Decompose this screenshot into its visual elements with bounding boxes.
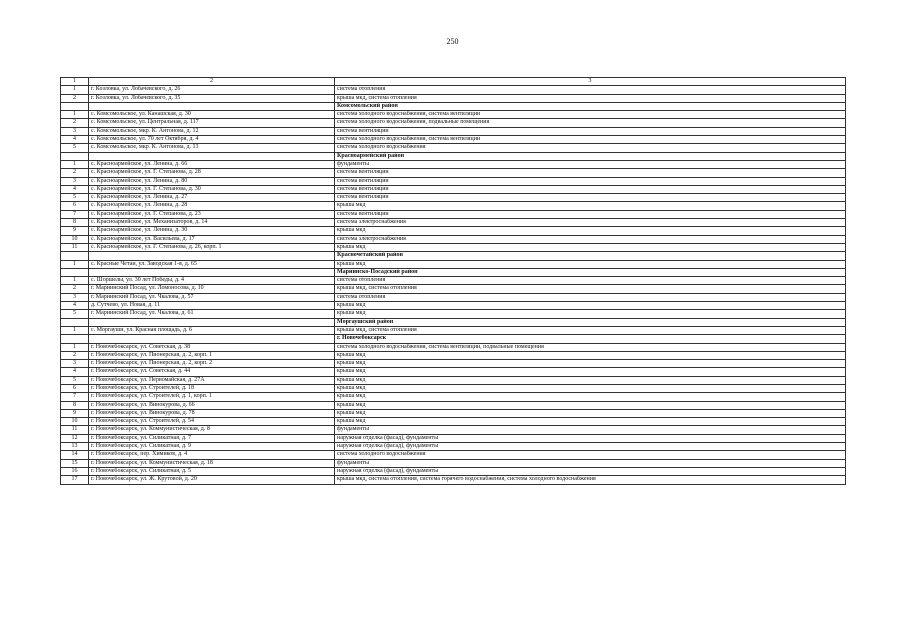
table-row — [61, 194, 846, 202]
table-row — [61, 368, 846, 376]
table-row — [61, 393, 846, 401]
table-row — [61, 160, 846, 168]
work-type-cell: крыша мкд, система отопления, система горячего водоснабжения, система холодного водоснабжения — [335, 476, 846, 484]
address-cell: с. Красноармейское, ул. Ленина, д. 80 — [89, 177, 335, 185]
work-type-cell: крыша мкд — [335, 260, 846, 268]
row-number: 5 — [61, 144, 89, 152]
row-number: 1 — [61, 277, 89, 285]
work-type-cell: крыша мкд, система отопления — [335, 285, 846, 293]
work-type-cell: крыша мкд — [335, 384, 846, 392]
work-type-cell: система холодного водоснабжения — [335, 451, 846, 459]
table-row — [61, 111, 846, 119]
work-type-cell: крыша мкд — [335, 409, 846, 417]
address-cell: с. Красноармейское, ул. Механизаторов, д. 14 — [89, 219, 335, 227]
work-type-cell: крыша мкд, система отопления — [335, 326, 846, 334]
work-type-cell: крыша мкд — [335, 368, 846, 376]
address-cell: г. Новочебоксарск, ул. Первомайская, д. 27А — [89, 376, 335, 384]
address-cell: г. Мариинский Посад, ул. Чкалова, д. 61 — [89, 310, 335, 318]
work-type-cell: крыша мкд — [335, 393, 846, 401]
table-row — [61, 418, 846, 426]
row-number: 2 — [61, 285, 89, 293]
address-cell: г. Козловка, ул. Лобачевского, д. 35 — [89, 94, 335, 102]
blank-cell — [89, 335, 335, 343]
table-row — [61, 376, 846, 384]
work-type-cell: система отопления — [335, 86, 846, 94]
table-row — [61, 351, 846, 359]
section-title: Комсомольский район — [335, 102, 846, 110]
blank-cell — [89, 152, 335, 160]
address-cell: г. Новочебоксарск, ул. Строителей, д. 18 — [89, 384, 335, 392]
row-number: 11 — [61, 426, 89, 434]
row-number: 1 — [61, 343, 89, 351]
address-cell: с. Шоршелы, ул. 30 лет Победы, д. 4 — [89, 277, 335, 285]
row-number: 3 — [61, 293, 89, 301]
address-cell: с. Красноармейское, ул. Г. Степанова, д. 23 — [89, 210, 335, 218]
row-number: 3 — [61, 360, 89, 368]
address-cell: с. Красные Четаи, ул. Заводская 1-я, д. 65 — [89, 260, 335, 268]
row-number: 3 — [61, 127, 89, 135]
work-type-cell: система отопления — [335, 293, 846, 301]
work-type-cell: система холодного водоснабжения, подвальные помещения — [335, 119, 846, 127]
address-cell: с. Комсомольское, ул. 70 лет Октября, д. 4 — [89, 136, 335, 144]
section-title: Моргаушский район — [335, 318, 846, 326]
blank-cell — [89, 318, 335, 326]
row-number: 7 — [61, 210, 89, 218]
row-number: 4 — [61, 185, 89, 193]
table-row — [61, 434, 846, 442]
work-type-cell: система вентиляции — [335, 127, 846, 135]
address-cell: г. Новочебоксарск, ул. Советская, д. 38 — [89, 343, 335, 351]
address-cell: с. Красноармейское, ул. Г. Степанова, д. 26, корп. 1 — [89, 243, 335, 251]
page-number: 250 — [446, 37, 459, 46]
row-number: 13 — [61, 443, 89, 451]
table-row — [61, 310, 846, 318]
work-type-cell: система холодного водоснабжения, система вентиляции — [335, 136, 846, 144]
row-number: 2 — [61, 119, 89, 127]
address-cell: г. Новочебоксарск, ул. Строителей, д. 1, корп. 1 — [89, 393, 335, 401]
row-number: 2 — [61, 351, 89, 359]
blank-cell — [61, 252, 89, 260]
address-cell: г. Новочебоксарск, ул. Силикатная, д. 9 — [89, 443, 335, 451]
address-cell: с. Красноармейское, ул. Васильева, д. 17 — [89, 235, 335, 243]
table-row — [61, 426, 846, 434]
row-number: 10 — [61, 418, 89, 426]
address-cell: с. Красноармейское, ул. Ленина, д. 28 — [89, 202, 335, 210]
table-row — [61, 185, 846, 193]
section-row — [61, 152, 846, 160]
work-type-cell: наружная отделка (фасад), фундаменты — [335, 467, 846, 475]
work-type-cell: наружная отделка (фасад), фундаменты — [335, 434, 846, 442]
table-row — [61, 343, 846, 351]
work-type-cell: крыша мкд — [335, 401, 846, 409]
table-row — [61, 401, 846, 409]
address-cell: с. Комсомольское, ул. Канашская, д. 30 — [89, 111, 335, 119]
table-row — [61, 210, 846, 218]
address-cell: г. Новочебоксарск, ул. Винокурова, д. 66 — [89, 401, 335, 409]
address-cell: с. Красноармейское, ул. Ленина, д. 27 — [89, 194, 335, 202]
work-type-cell: система электроснабжения — [335, 235, 846, 243]
row-number: 4 — [61, 136, 89, 144]
section-title: г. Новочебоксарск — [335, 335, 846, 343]
blank-cell — [61, 318, 89, 326]
row-number: 1 — [61, 260, 89, 268]
work-type-cell: крыша мкд, система отопления — [335, 94, 846, 102]
address-cell: с. Комсомольское, мкр. К. Антонова, д. 12 — [89, 127, 335, 135]
work-type-cell: крыша мкд — [335, 376, 846, 384]
row-number: 5 — [61, 310, 89, 318]
table-row — [61, 219, 846, 227]
blank-cell — [89, 102, 335, 110]
row-number: 4 — [61, 368, 89, 376]
table-row — [61, 227, 846, 235]
table-row — [61, 451, 846, 459]
address-cell: с. Красноармейское, ул. Г. Степанова, д. 30 — [89, 185, 335, 193]
header-cell: 1 — [61, 78, 89, 86]
row-number: 5 — [61, 194, 89, 202]
row-number: 4 — [61, 302, 89, 310]
repair-table — [60, 77, 846, 485]
row-number: 16 — [61, 467, 89, 475]
work-type-cell: крыша мкд — [335, 360, 846, 368]
table-row — [61, 94, 846, 102]
row-number: 1 — [61, 111, 89, 119]
address-cell: г. Мариинский Посад, ул. Чкалова, д. 57 — [89, 293, 335, 301]
address-cell: г. Новочебоксарск, ул. Коммунистическая, д. 8 — [89, 426, 335, 434]
table-row — [61, 360, 846, 368]
address-cell: с. Красноармейское, ул. Ленина, д. 30 — [89, 227, 335, 235]
row-number: 3 — [61, 177, 89, 185]
work-type-cell: фундаменты — [335, 459, 846, 467]
work-type-cell: система отопления — [335, 277, 846, 285]
work-type-cell: крыша мкд — [335, 418, 846, 426]
blank-cell — [61, 335, 89, 343]
address-cell: г. Козловка, ул. Лобачевского, д. 26 — [89, 86, 335, 94]
table-header-row — [61, 78, 846, 86]
blank-cell — [61, 102, 89, 110]
table-row — [61, 285, 846, 293]
row-number: 2 — [61, 94, 89, 102]
table-row — [61, 443, 846, 451]
table-row — [61, 144, 846, 152]
address-cell: с. Моргауши, ул. Красная площадь, д. 6 — [89, 326, 335, 334]
address-cell: г. Новочебоксарск, ул. Винокурова, д. 78 — [89, 409, 335, 417]
row-number: 8 — [61, 401, 89, 409]
row-number: 12 — [61, 434, 89, 442]
table-row — [61, 169, 846, 177]
address-cell: г. Новочебоксарск, ул. Строителей, д. 54 — [89, 418, 335, 426]
blank-cell — [61, 152, 89, 160]
row-number: 10 — [61, 235, 89, 243]
table-row — [61, 235, 846, 243]
table-row — [61, 260, 846, 268]
table-row — [61, 302, 846, 310]
row-number: 11 — [61, 243, 89, 251]
address-cell: с. Комсомольское, ул. Центральная, д. 117 — [89, 119, 335, 127]
section-title: Красночетайский район — [335, 252, 846, 260]
section-row — [61, 318, 846, 326]
table-row — [61, 202, 846, 210]
work-type-cell: крыша мкд — [335, 202, 846, 210]
work-type-cell: фундаменты — [335, 160, 846, 168]
work-type-cell: система холодного водоснабжения, система вентиляции, подвальные помещения — [335, 343, 846, 351]
address-cell: с. Красноармейское, ул. Г. Степанова, д. 28 — [89, 169, 335, 177]
work-type-cell: система вентиляции — [335, 185, 846, 193]
table-row — [61, 136, 846, 144]
blank-cell — [61, 268, 89, 276]
work-type-cell: система холодного водоснабжения — [335, 144, 846, 152]
address-cell: г. Новочебоксарск, ул. Пионерская, д. 2, корп. 2 — [89, 360, 335, 368]
row-number: 15 — [61, 459, 89, 467]
address-cell: с. Красноармейское, ул. Ленина, д. 66 — [89, 160, 335, 168]
work-type-cell: система электроснабжения — [335, 219, 846, 227]
table-row — [61, 467, 846, 475]
header-cell: 3 — [335, 78, 846, 86]
blank-cell — [89, 252, 335, 260]
section-row — [61, 252, 846, 260]
address-cell: с. Комсомольское, мкр. К. Антонова, д. 13 — [89, 144, 335, 152]
row-number: 17 — [61, 476, 89, 484]
section-row — [61, 335, 846, 343]
table-row — [61, 459, 846, 467]
address-cell: г. Новочебоксарск, ул. Силикатная, д. 7 — [89, 434, 335, 442]
row-number: 1 — [61, 86, 89, 94]
section-title: Красноармейский район — [335, 152, 846, 160]
table-row — [61, 409, 846, 417]
work-type-cell: крыша мкд — [335, 310, 846, 318]
work-type-cell: наружная отделка (фасад), фундаменты — [335, 443, 846, 451]
row-number: 5 — [61, 376, 89, 384]
work-type-cell: система вентиляции — [335, 169, 846, 177]
table-row — [61, 384, 846, 392]
table-row — [61, 177, 846, 185]
address-cell: г. Новочебоксарск, ул. Пионерская, д. 2, корп. 1 — [89, 351, 335, 359]
table-row — [61, 476, 846, 484]
row-number: 2 — [61, 169, 89, 177]
work-type-cell: фундаменты — [335, 426, 846, 434]
row-number: 1 — [61, 326, 89, 334]
section-row — [61, 268, 846, 276]
address-cell: г. Новочебоксарск, пер. Химиков, д. 4 — [89, 451, 335, 459]
table-body — [61, 78, 846, 485]
work-type-cell: система вентиляции — [335, 210, 846, 218]
address-cell: г. Мариинский Посад, ул. Ломоносова, д. 10 — [89, 285, 335, 293]
section-row — [61, 102, 846, 110]
row-number: 14 — [61, 451, 89, 459]
table-row — [61, 243, 846, 251]
row-number: 7 — [61, 393, 89, 401]
table-row — [61, 127, 846, 135]
section-title: Мариинско-Посадский район — [335, 268, 846, 276]
table-row — [61, 86, 846, 94]
row-number: 6 — [61, 202, 89, 210]
work-type-cell: система вентиляции — [335, 194, 846, 202]
work-type-cell: крыша мкд — [335, 302, 846, 310]
blank-cell — [89, 268, 335, 276]
work-type-cell: система вентиляции — [335, 177, 846, 185]
row-number: 9 — [61, 227, 89, 235]
work-type-cell: система холодного водоснабжения, система вентиляции — [335, 111, 846, 119]
row-number: 1 — [61, 160, 89, 168]
address-cell: г. Новочебоксарск, ул. Советская, д. 44 — [89, 368, 335, 376]
table-row — [61, 326, 846, 334]
table-row — [61, 293, 846, 301]
header-cell: 2 — [89, 78, 335, 86]
work-type-cell: крыша мкд — [335, 351, 846, 359]
row-number: 6 — [61, 384, 89, 392]
table-row — [61, 119, 846, 127]
work-type-cell: крыша мкд — [335, 227, 846, 235]
address-cell: д. Сутчево, ул. Новая, д. 11 — [89, 302, 335, 310]
table-row — [61, 277, 846, 285]
address-cell: г. Новочебоксарск, ул. Коммунистическая, д. 18 — [89, 459, 335, 467]
address-cell: г. Новочебоксарск, ул. Силикатная, д. 5 — [89, 467, 335, 475]
work-type-cell: крыша мкд — [335, 243, 846, 251]
row-number: 8 — [61, 219, 89, 227]
address-cell: г. Новочебоксарск, ул. Ж. Крутовой, д. 20 — [89, 476, 335, 484]
row-number: 9 — [61, 409, 89, 417]
